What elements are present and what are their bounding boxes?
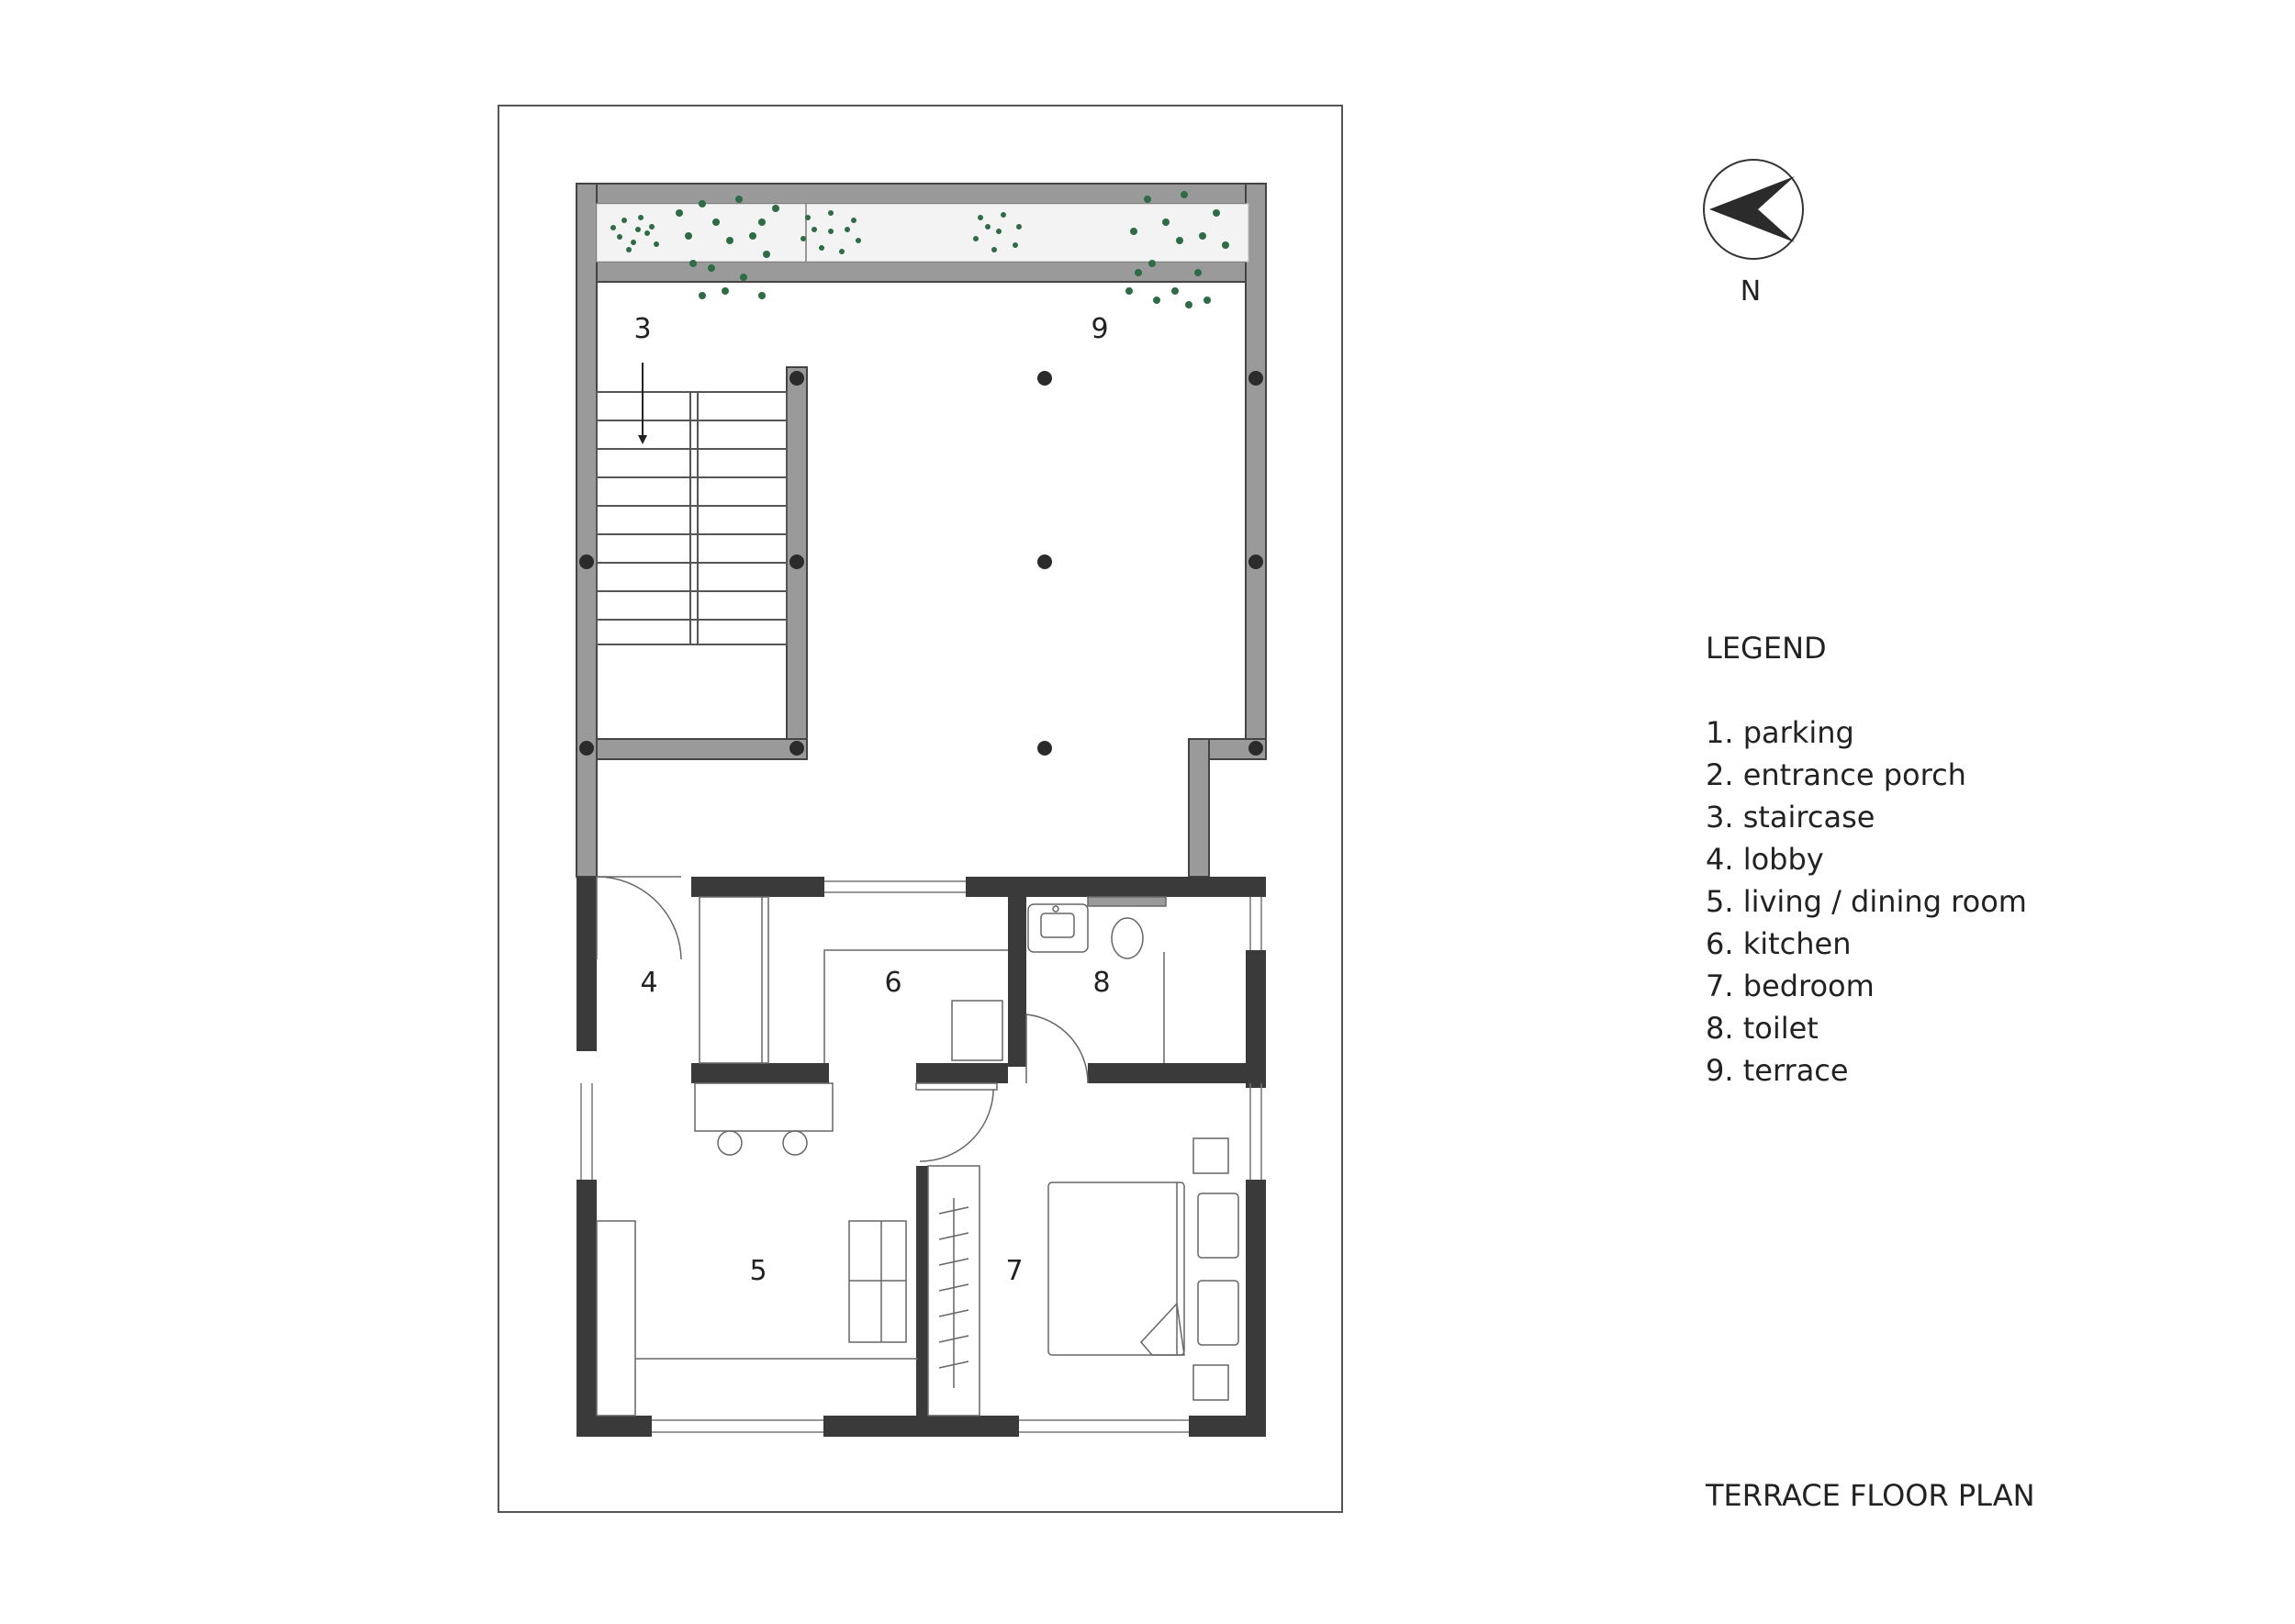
room-label-6: 6 [884, 967, 902, 999]
legend-item: 3. staircase [1706, 800, 1875, 834]
staircase [597, 363, 787, 644]
compass-north-label: N [1740, 275, 1762, 308]
legend-item: 6. kitchen [1706, 926, 1852, 961]
room-label-9: 9 [1091, 313, 1109, 345]
room-label-8: 8 [1092, 967, 1111, 999]
legend-item: 1. parking [1706, 715, 1854, 750]
legend-title: LEGEND [1706, 631, 1827, 666]
legend [1706, 627, 2027, 1092]
room-label-7: 7 [1005, 1255, 1024, 1287]
legend-list [1706, 711, 2027, 1092]
room-labels [633, 313, 1110, 1287]
plan-title: TERRACE FLOOR PLAN [1706, 1478, 2035, 1513]
room-label-5: 5 [749, 1255, 767, 1287]
legend-item: 8. toilet [1706, 1011, 1819, 1046]
compass-arrow-icon [1709, 176, 1795, 242]
interior-walls [577, 877, 1266, 1437]
terrace-parapet [577, 184, 1266, 877]
legend-item: 5. living / dining room [1706, 884, 2027, 919]
legend-item: 4. lobby [1706, 842, 1824, 877]
room-label-3: 3 [633, 313, 652, 345]
legend-item: 2. entrance porch [1706, 757, 1966, 792]
planter-bed [597, 204, 1248, 262]
legend-item: 7. bedroom [1706, 969, 1875, 1003]
room-label-4: 4 [640, 967, 658, 999]
north-arrow [1704, 160, 1803, 308]
legend-item: 9. terrace [1706, 1053, 1849, 1088]
